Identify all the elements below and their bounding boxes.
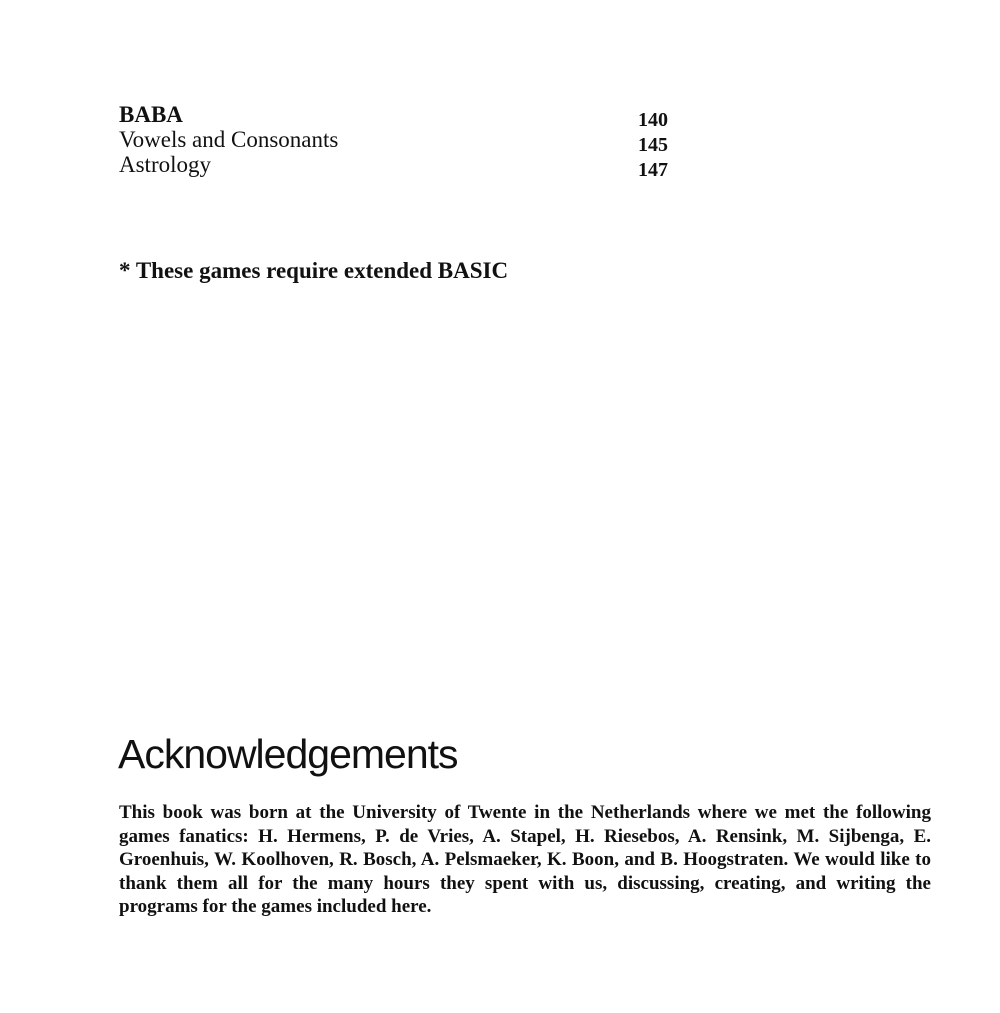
toc-entry-page: 147 (638, 159, 668, 181)
toc-entry (119, 127, 679, 156)
acknowledgements-paragraph: This book was born at the University of Twente in the Netherlands where we met the following games fanatics: H. Hermens, P. de Vries, A. Stapel, H. Riesebos, A. Rensink, M. Sijbenga, E. Groenhuis, W. Koolhoven, R. Bosch, A. Pelsmaeker, K. Boon, and B. Hoogstraten. We would like to thank them all for the many hours they spent with us, discussing, creating, and writing the programs for the games included here. (119, 802, 931, 917)
toc-entry-title: BABA (119, 102, 183, 127)
toc-entry-title: Vowels and Consonants (119, 127, 339, 152)
toc-entry-title: Astrology (119, 152, 211, 177)
toc-entry (119, 152, 679, 181)
toc-entry (119, 102, 679, 131)
toc-entry-page: 145 (638, 134, 668, 156)
table-of-contents (119, 102, 679, 181)
toc-entry-page: 140 (638, 109, 668, 131)
section-heading: Acknowledgements (118, 731, 458, 777)
footnote: * These games require extended BASIC (119, 258, 509, 283)
